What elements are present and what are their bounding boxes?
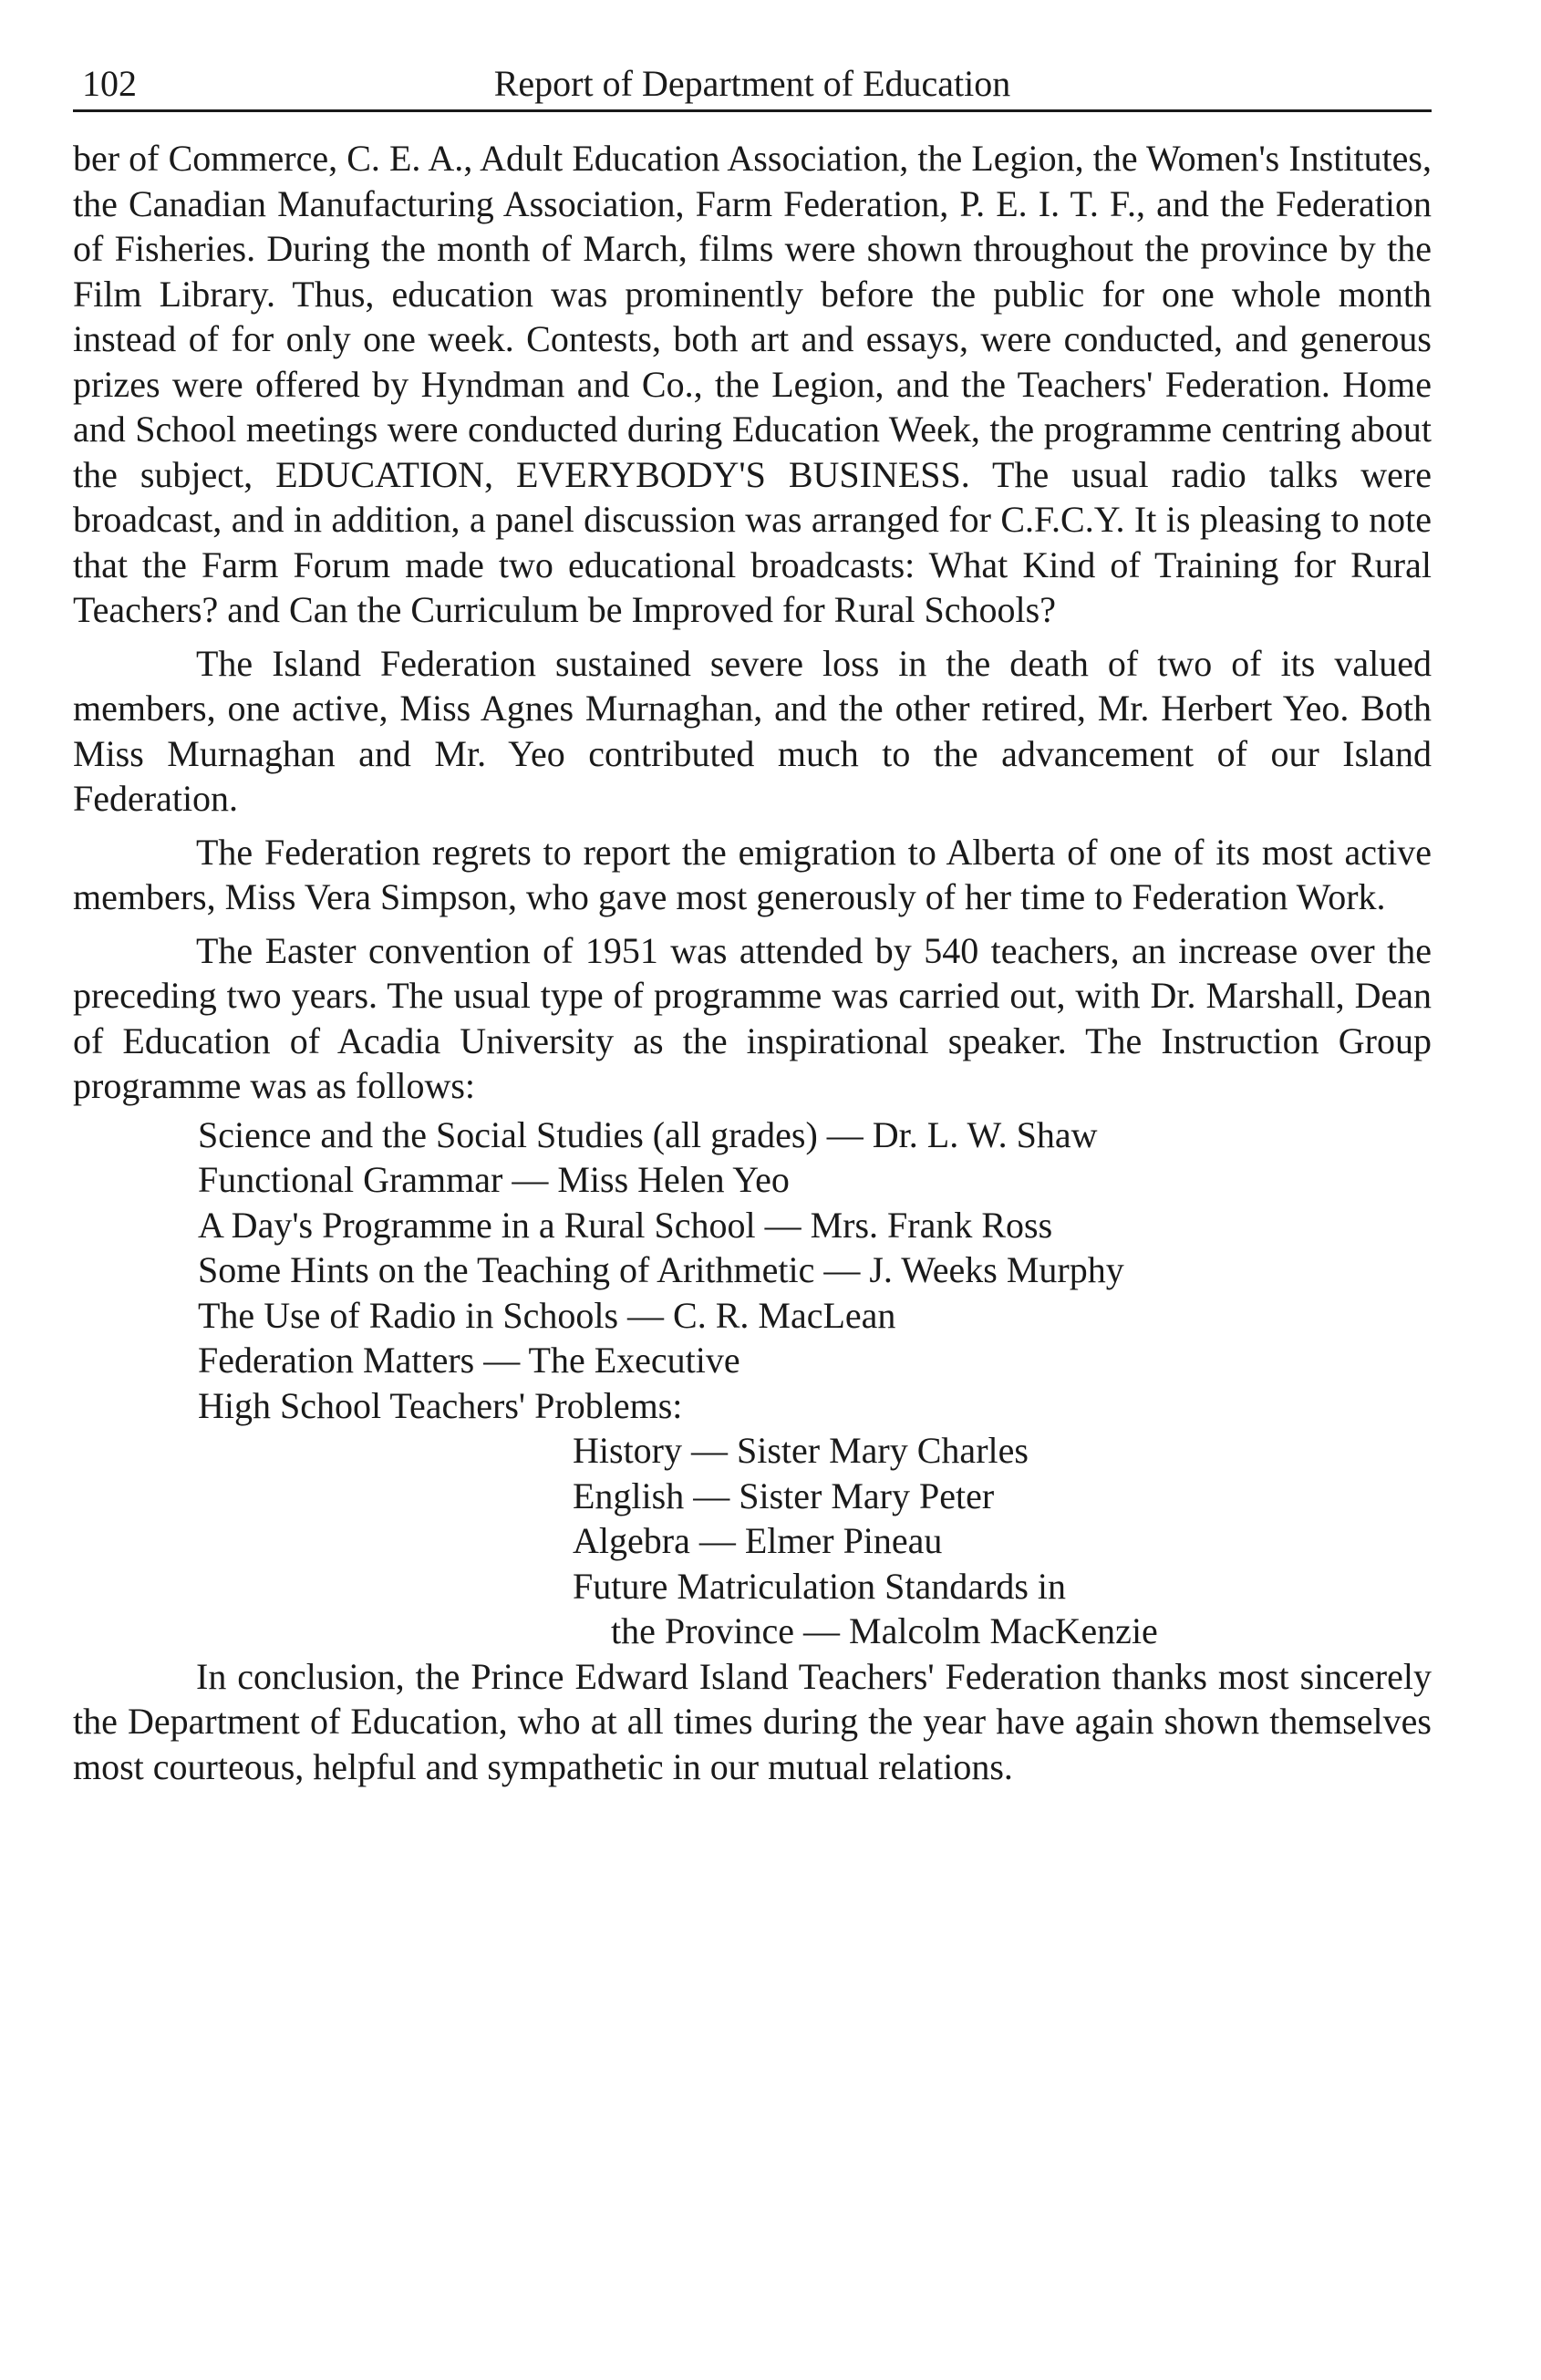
conclusion-paragraph: In conclusion, the Prince Edward Island Teachers' Federation thanks most sincerely the Department of Education, who at all times during the year have again shown themselves most courteous, helpful and sympathetic in our mutual relations. (73, 1655, 1432, 1787)
high-school-problems-list (573, 1428, 1432, 1654)
programme-item: Federation Matters — The Executive (198, 1340, 740, 1381)
paragraph: The Island Federation sustained severe loss in the death of two of its valued members, one active, Miss Agnes Murnaghan, and the other retired, Mr. Herbert Yeo. Both Miss Murnaghan and Mr. Yeo contributed much to the advancement of our Island Federation. (73, 642, 1432, 819)
page-number: 102 (82, 63, 137, 104)
paragraph: ber of Commerce, C. E. A., Adult Education Association, the Legion, the Women's Institutes, the Canadian Manufacturing Association, Farm Federation, P. E. I. T. F., and the Federation of Fisheries. During the month of March, films were shown throughout the province by the Film Library. Thus, education was prominently before the public for one whole month instead of for only one week. Contests, both art and essays, were conducted, and generous prizes were offered by Hyndman and Co., the Legion, and the Teachers' Federation. Home and School meetings were conducted during Education Week, the programme centring about the subject, EDUCATION, EVERYBODY'S BUSINESS. The usual radio talks were broadcast, and in addition, a panel discussion was arranged for C.F.C.Y. It is pleasing to note that the Farm Forum made two educational broadcasts: What Kind of Training for Rural Teachers? and Can the Curriculum be Improved for Rural Schools? (73, 138, 1432, 630)
running-title: Report of Department of Education (493, 63, 1011, 104)
paragraph: The Federation regrets to report the emigration to Alberta of one of its most active members, Miss Vera Simpson, who gave most generously of her time to Federation Work. (73, 831, 1432, 917)
programme-item: A Day's Programme in a Rural School — Mrs. Frank Ross (198, 1204, 1053, 1246)
document-page (73, 55, 1432, 1797)
programme-list (198, 1112, 1432, 1429)
problem-item: English — Sister Mary Peter (573, 1475, 995, 1516)
problem-item: Algebra — Elmer Pineau (573, 1520, 943, 1561)
problem-item: Future Matriculation Standards in (573, 1565, 1067, 1607)
paragraph: The Easter convention of 1951 was attended by 540 teachers, an increase over the preceding two years. The usual type of programme was carried out, with Dr. Marshall, Dean of Education of Acadia University as the inspirational speaker. The Instruction Group programme was as follows: (73, 929, 1432, 1106)
programme-item: The Use of Radio in Schools — C. R. MacLean (198, 1294, 896, 1336)
programme-item: Science and the Social Studies (all grades) — Dr. L. W. Shaw (198, 1113, 1098, 1155)
page-header (73, 55, 1432, 112)
programme-item: Some Hints on the Teaching of Arithmetic — J. Weeks Murphy (198, 1249, 1124, 1290)
problem-item: History — Sister Mary Charles (573, 1430, 1029, 1471)
programme-item: Functional Grammar — Miss Helen Yeo (198, 1159, 790, 1200)
page-body (73, 136, 1432, 1789)
problem-item-continuation: the Province — Malcolm MacKenzie (611, 1610, 1158, 1651)
programme-item: High School Teachers' Problems: (198, 1384, 683, 1426)
